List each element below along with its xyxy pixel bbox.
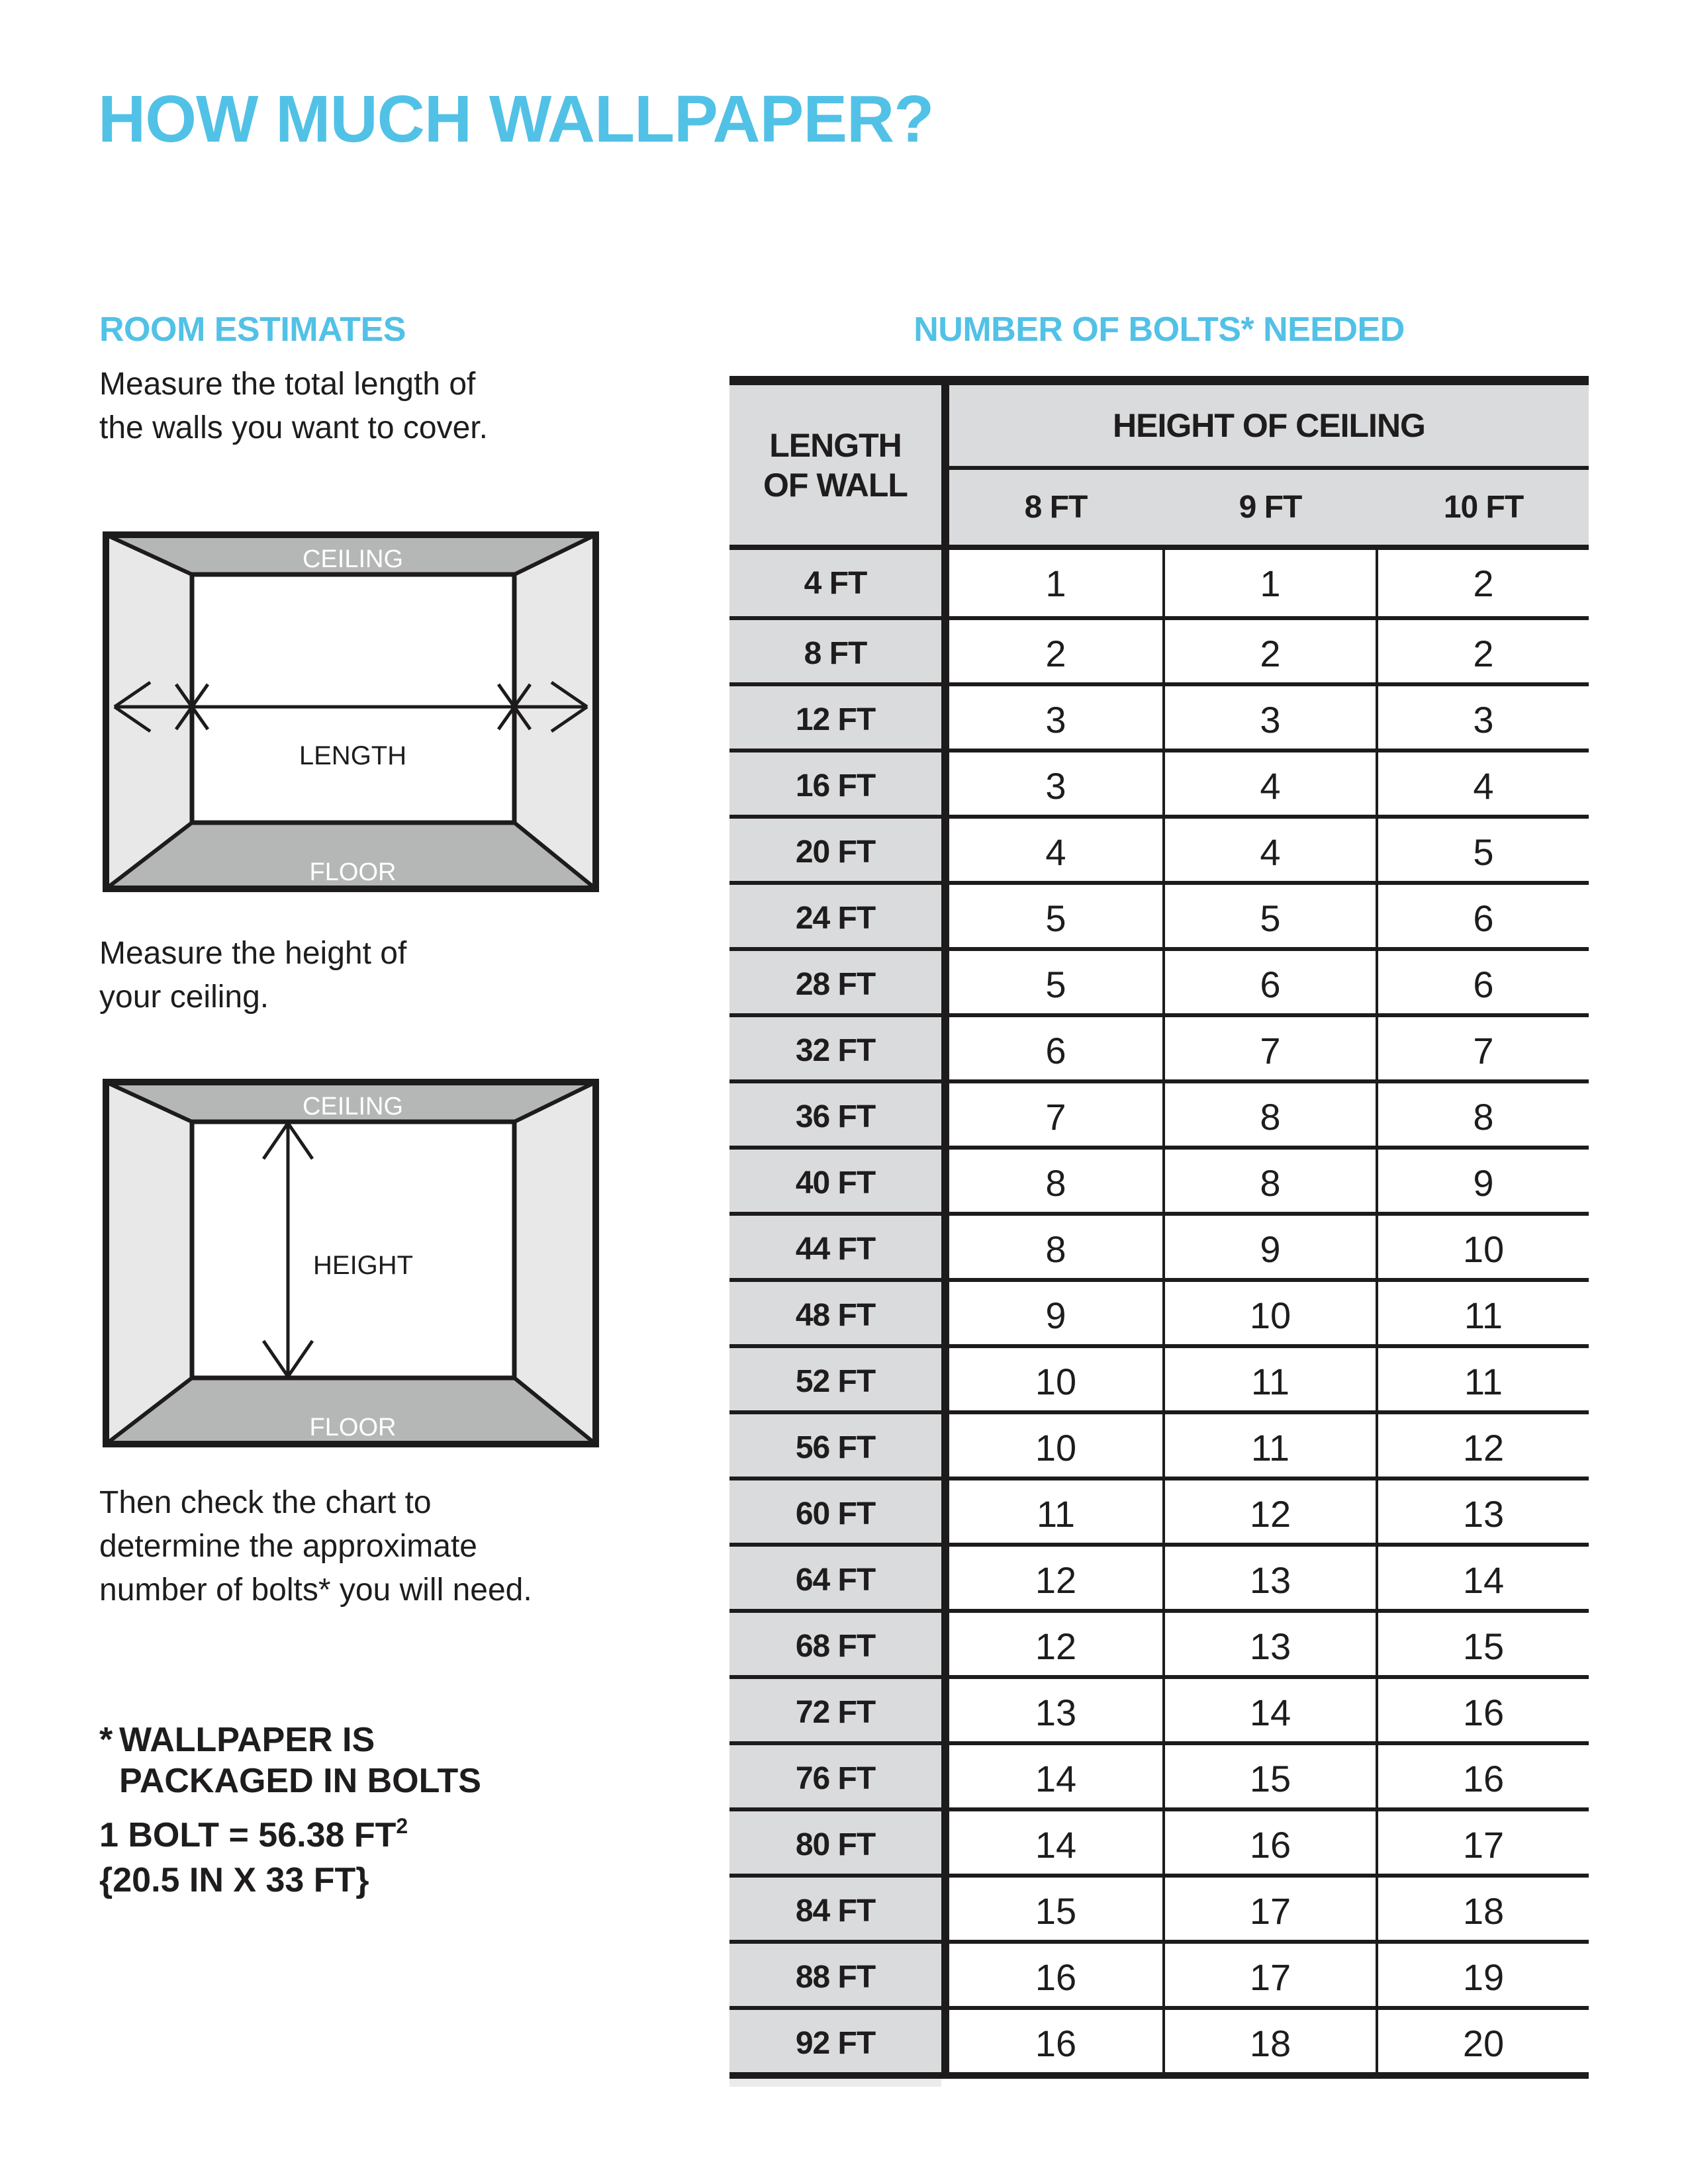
wall-length-label: 68 FT [795,1628,876,1664]
table-row [729,1212,1589,1282]
table-top-rule [729,376,1589,385]
floor-label: FLOOR [309,858,397,886]
table-row [729,682,1589,752]
bolt-count-cell: 10 [1035,1426,1077,1469]
bolt-count-cell: 10 [1462,1228,1505,1270]
bolt-count-cell: 3 [1260,698,1281,741]
bolt-count-cell: 20 [1462,2022,1505,2064]
wall-length-label: 32 FT [795,1032,876,1068]
table-row [729,749,1589,819]
column-header-8ft: 8 FT [1024,490,1088,525]
table-row [729,881,1589,951]
bolt-count-cell: 5 [1260,897,1281,939]
column-header-10ft: 10 FT [1443,490,1524,525]
back-wall-face [192,1122,514,1378]
bolt-count-cell: 4 [1260,831,1281,873]
step2-paragraph [99,932,406,1019]
table-row [729,1807,1589,1878]
wall-length-label: 76 FT [795,1760,876,1796]
wall-length-label: 64 FT [795,1562,876,1598]
bolt-count-cell: 13 [1462,1492,1505,1535]
bolt-count-cell: 6 [1473,963,1494,1005]
room-diagram-length [103,531,599,892]
table-row [729,1278,1589,1348]
bolt-dimensions: {20.5 IN X 33 FT} [99,1861,369,1899]
footnote-line2: PACKAGED IN BOLTS [119,1762,481,1800]
step3-line2: determine the approximate [99,1529,477,1564]
length-of-wall-header [729,385,941,545]
table-row [729,550,1589,616]
floor-label: FLOOR [309,1414,397,1441]
table-row [729,1013,1589,1083]
bolt-count-cell: 16 [1035,1956,1077,1998]
bolt-count-cell: 10 [1249,1294,1291,1336]
bolt-count-cell: 15 [1249,1757,1291,1799]
bolt-count-cell: 11 [1250,1426,1290,1469]
room-diagram-height [103,1079,599,1447]
bolt-count-cell: 8 [1260,1161,1281,1204]
bolt-count-cell: 11 [1036,1492,1076,1535]
bolts-table [729,376,1589,2093]
step3-line3: number of bolts* you will need. [99,1572,532,1608]
bolt-count-cell: 4 [1045,831,1066,873]
table-row [729,2006,1589,2076]
step1-line2: the walls you want to cover. [99,410,488,445]
wall-length-label: 4 FT [804,565,867,601]
bolt-count-cell: 5 [1473,831,1494,873]
wall-length-label: 12 FT [795,702,876,737]
bolt-count-cell: 12 [1462,1426,1505,1469]
bolt-equation-superscript: 2 [396,1814,408,1838]
height-dimension-label: HEIGHT [313,1251,414,1280]
table-row [729,1079,1589,1150]
table-row [729,1146,1589,1216]
bolt-count-cell: 2 [1473,632,1494,674]
wall-length-label: 44 FT [795,1231,876,1267]
table-row [729,1410,1589,1480]
bolt-count-cell: 6 [1473,897,1494,939]
bolt-count-cell: 3 [1045,764,1066,807]
bolt-count-cell: 4 [1260,764,1281,807]
bolt-count-cell: 15 [1462,1625,1505,1667]
bolt-count-cell: 2 [1045,632,1066,674]
step2-line2: your ceiling. [99,979,269,1015]
step1-paragraph [99,363,488,450]
bolt-count-cell: 11 [1250,1360,1290,1402]
column-divider-thin-2 [1376,550,1378,2072]
wall-length-label: 52 FT [795,1363,876,1399]
bolt-count-cell: 17 [1249,1956,1291,1998]
page-title: HOW MUCH WALLPAPER? [98,82,934,156]
ceiling-label: CEILING [302,545,404,573]
bolt-count-cell: 7 [1260,1029,1281,1071]
bolt-count-cell: 12 [1035,1625,1077,1667]
wall-length-label: 40 FT [795,1165,876,1201]
wall-length-label: 84 FT [795,1893,876,1929]
bolt-count-cell: 6 [1260,963,1281,1005]
bolt-count-cell: 13 [1249,1625,1291,1667]
room-estimates-heading: ROOM ESTIMATES [99,310,406,349]
bolt-count-cell: 11 [1464,1360,1503,1402]
table-row [729,1741,1589,1811]
bolts-footnote [99,1719,481,1801]
wall-length-label: 20 FT [795,834,876,870]
table-row [729,616,1589,686]
table-row [729,1344,1589,1414]
bolt-count-cell: 17 [1462,1823,1505,1866]
table-row [729,1675,1589,1745]
wall-length-label: 60 FT [795,1496,876,1531]
bolt-count-cell: 16 [1249,1823,1291,1866]
length-dimension-label: LENGTH [299,741,407,770]
bolt-count-cell: 8 [1473,1095,1494,1138]
bolt-count-cell: 5 [1045,963,1066,1005]
bolt-count-cell: 11 [1464,1294,1503,1336]
header-underline [729,545,1589,550]
wall-length-label: 16 FT [795,768,876,803]
table-row [729,1609,1589,1679]
bolt-count-cell: 3 [1473,698,1494,741]
step1-line1: Measure the total length of [99,367,476,402]
wall-length-label: 72 FT [795,1694,876,1730]
footnote-asterisk: * [99,1721,113,1759]
length-of-wall-header-line1: LENGTH [769,426,902,464]
back-wall-face [192,574,514,823]
bolt-count-cell: 13 [1035,1691,1077,1733]
step3-line1: Then check the chart to [99,1485,432,1520]
bolt-count-cell: 15 [1035,1889,1077,1932]
table-row [729,947,1589,1017]
bolt-count-cell: 17 [1249,1889,1291,1932]
wall-length-label: 80 FT [795,1827,876,1862]
bolt-count-cell: 8 [1260,1095,1281,1138]
bolts-needed-heading: NUMBER OF BOLTS* NEEDED [914,310,1405,349]
bolt-count-cell: 12 [1035,1559,1077,1601]
step3-paragraph [99,1481,532,1612]
bolt-count-cell: 13 [1249,1559,1291,1601]
bolt-count-cell: 14 [1035,1757,1077,1799]
column-divider-thick [941,385,949,2079]
step2-line1: Measure the height of [99,936,407,971]
column-divider-thin-1 [1162,550,1165,2072]
bolt-count-cell: 9 [1260,1228,1281,1270]
table-row [729,1477,1589,1547]
table-row [729,1940,1589,2010]
wall-length-label: 36 FT [795,1099,876,1134]
bolt-equation: 1 BOLT = 56.38 FT [99,1816,397,1854]
bolt-count-cell: 9 [1473,1161,1494,1204]
bolt-count-cell: 9 [1045,1294,1066,1336]
table-row [729,815,1589,885]
bolt-count-cell: 2 [1260,632,1281,674]
wall-length-label: 92 FT [795,2025,876,2061]
bolt-count-cell: 8 [1045,1228,1066,1270]
bolt-count-cell: 7 [1473,1029,1494,1071]
bolt-count-cell: 16 [1462,1691,1505,1733]
bolt-count-cell: 3 [1045,698,1066,741]
bolt-count-cell: 18 [1249,2022,1291,2064]
bolt-count-cell: 14 [1249,1691,1291,1733]
footnote-line1: WALLPAPER IS [119,1721,375,1759]
bolt-count-cell: 5 [1045,897,1066,939]
wall-length-label: 88 FT [795,1959,876,1995]
bolt-size-info [99,1815,408,1901]
bolt-count-cell: 10 [1035,1360,1077,1402]
column-header-9ft: 9 FT [1239,490,1302,525]
bolt-count-cell: 14 [1462,1559,1505,1601]
bolt-count-cell: 18 [1462,1889,1505,1932]
bolt-count-cell: 14 [1035,1823,1077,1866]
bolt-count-cell: 8 [1045,1161,1066,1204]
wall-length-label: 28 FT [795,966,876,1002]
bolt-count-cell: 1 [1045,562,1066,604]
table-row [729,1874,1589,1944]
bolt-count-cell: 16 [1462,1757,1505,1799]
bolt-count-cell: 16 [1035,2022,1077,2064]
wall-length-label: 48 FT [795,1297,876,1333]
wall-length-label: 24 FT [795,900,876,936]
bolt-count-cell: 7 [1045,1095,1066,1138]
bolt-count-cell: 19 [1462,1956,1505,1998]
bolt-count-cell: 2 [1473,562,1494,604]
bolt-count-cell: 4 [1473,764,1494,807]
table-row [729,1543,1589,1613]
ceiling-label: CEILING [302,1093,404,1120]
length-of-wall-header-line2: OF WALL [763,466,908,504]
table-bottom-rule [729,2072,1589,2079]
wall-length-label: 8 FT [804,635,867,671]
wall-length-label: 56 FT [795,1430,876,1465]
height-of-ceiling-header: HEIGHT OF CEILING [1113,407,1425,444]
bolt-count-cell: 12 [1249,1492,1291,1535]
bolt-count-cell: 1 [1260,562,1281,604]
bolt-count-cell: 6 [1045,1029,1066,1071]
